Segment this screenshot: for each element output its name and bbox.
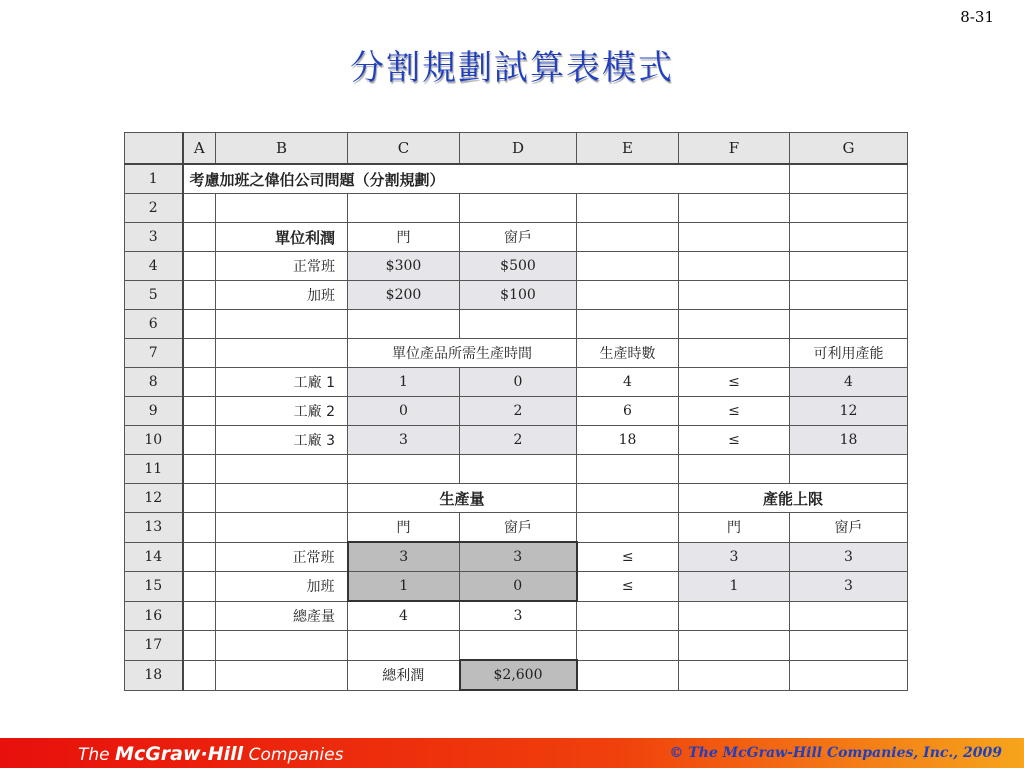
cell[interactable] xyxy=(183,194,216,223)
cell[interactable] xyxy=(183,601,216,631)
cell[interactable] xyxy=(183,368,216,397)
cell[interactable] xyxy=(216,631,348,661)
overtime-label[interactable]: 加班 xyxy=(216,572,348,602)
column-header-e[interactable]: E xyxy=(577,133,679,165)
row-header[interactable]: 9 xyxy=(125,397,183,426)
slide-title: 分割規劃試算表模式 xyxy=(350,48,674,88)
cell[interactable] xyxy=(790,252,908,281)
production-header[interactable]: 生產量 xyxy=(348,484,577,513)
hours-cell[interactable]: 0 xyxy=(460,368,577,397)
cell[interactable] xyxy=(577,601,679,631)
row-header[interactable]: 6 xyxy=(125,310,183,339)
spreadsheet xyxy=(124,132,908,691)
column-header-g[interactable]: G xyxy=(790,133,908,165)
logo-prefix: The xyxy=(78,745,116,765)
row-header[interactable]: 8 xyxy=(125,368,183,397)
hours-used-cell[interactable]: 4 xyxy=(577,368,679,397)
cell[interactable] xyxy=(348,455,460,484)
hours-used-cell[interactable]: 18 xyxy=(577,426,679,455)
row-header[interactable]: 17 xyxy=(125,631,183,661)
cell[interactable] xyxy=(679,194,790,223)
cell[interactable] xyxy=(577,484,679,513)
le-sign: ≤ xyxy=(679,368,790,397)
cell[interactable] xyxy=(790,194,908,223)
hours-available-cell[interactable]: 18 xyxy=(790,426,908,455)
row-header[interactable]: 15 xyxy=(125,572,183,602)
door-header[interactable]: 門 xyxy=(679,513,790,543)
hours-cell[interactable]: 2 xyxy=(460,397,577,426)
hours-cell[interactable]: 0 xyxy=(348,397,460,426)
window-header[interactable]: 窗戶 xyxy=(790,513,908,543)
regular-shift-label[interactable]: 正常班 xyxy=(216,542,348,572)
profit-cell[interactable]: $500 xyxy=(460,252,577,281)
row-header[interactable]: 3 xyxy=(125,223,183,252)
total-profit-cell[interactable]: $2,600 xyxy=(460,660,577,690)
select-all-corner[interactable] xyxy=(125,133,183,165)
logo-suffix: Companies xyxy=(243,745,344,765)
footer-bar xyxy=(0,738,1024,768)
cell[interactable] xyxy=(577,310,679,339)
production-cell[interactable]: 3 xyxy=(348,542,460,572)
cell[interactable] xyxy=(679,631,790,661)
row-header[interactable]: 1 xyxy=(125,164,183,194)
cell[interactable] xyxy=(790,631,908,661)
cell[interactable] xyxy=(679,660,790,690)
cell[interactable] xyxy=(216,194,348,223)
cell[interactable] xyxy=(577,194,679,223)
regular-shift-label[interactable]: 正常班 xyxy=(216,252,348,281)
row-header[interactable]: 5 xyxy=(125,281,183,310)
row-header[interactable]: 16 xyxy=(125,601,183,631)
row-header[interactable]: 18 xyxy=(125,660,183,690)
cell[interactable] xyxy=(348,310,460,339)
capacity-cell[interactable]: 3 xyxy=(790,542,908,572)
hours-available-cell[interactable]: 12 xyxy=(790,397,908,426)
cell[interactable] xyxy=(216,455,348,484)
column-header-f[interactable]: F xyxy=(679,133,790,165)
cell[interactable] xyxy=(183,426,216,455)
cell[interactable] xyxy=(790,164,908,194)
cell[interactable] xyxy=(183,310,216,339)
cell[interactable] xyxy=(790,660,908,690)
cell[interactable] xyxy=(183,631,216,661)
cell[interactable] xyxy=(577,660,679,690)
cell[interactable] xyxy=(216,310,348,339)
hours-used-cell[interactable]: 6 xyxy=(577,397,679,426)
hours-used-header[interactable]: 生產時數 xyxy=(577,339,679,368)
row-header[interactable]: 7 xyxy=(125,339,183,368)
le-sign: ≤ xyxy=(679,397,790,426)
cell[interactable] xyxy=(679,281,790,310)
window-header[interactable]: 窗戶 xyxy=(460,223,577,252)
cell[interactable] xyxy=(183,339,216,368)
slide-number: 8-31 xyxy=(960,8,994,26)
column-header-d[interactable]: D xyxy=(460,133,577,165)
cell[interactable] xyxy=(679,601,790,631)
cell[interactable] xyxy=(679,310,790,339)
profit-cell[interactable]: $100 xyxy=(460,281,577,310)
cell[interactable] xyxy=(577,513,679,543)
cell[interactable] xyxy=(460,194,577,223)
cell[interactable] xyxy=(679,455,790,484)
cell[interactable] xyxy=(577,281,679,310)
cell[interactable] xyxy=(183,455,216,484)
row-header[interactable]: 12 xyxy=(125,484,183,513)
cell[interactable] xyxy=(679,339,790,368)
cell[interactable] xyxy=(679,252,790,281)
cell[interactable] xyxy=(183,660,216,690)
cell[interactable] xyxy=(577,455,679,484)
cell[interactable] xyxy=(183,572,216,602)
cell[interactable] xyxy=(183,252,216,281)
row-header[interactable]: 11 xyxy=(125,455,183,484)
total-production-label[interactable]: 總產量 xyxy=(216,601,348,631)
total-profit-label[interactable]: 總利潤 xyxy=(348,660,460,690)
le-sign: ≤ xyxy=(577,542,679,572)
row-header[interactable]: 13 xyxy=(125,513,183,543)
row-header[interactable]: 4 xyxy=(125,252,183,281)
door-header[interactable]: 門 xyxy=(348,513,460,543)
cell[interactable] xyxy=(577,223,679,252)
window-header[interactable]: 窗戶 xyxy=(460,513,577,543)
hours-per-unit-header[interactable]: 單位產品所需生產時間 xyxy=(348,339,577,368)
logo-brand: McGraw·Hill xyxy=(115,743,244,765)
copyright-text: © The McGraw-Hill Companies, Inc., 2009 xyxy=(669,745,1002,761)
le-sign: ≤ xyxy=(577,572,679,602)
cell[interactable] xyxy=(183,542,216,572)
cell[interactable] xyxy=(216,660,348,690)
sheet-heading-cell[interactable]: 考慮加班之偉伯公司問題（分割規劃） xyxy=(183,164,790,194)
cell[interactable] xyxy=(348,631,460,661)
cell[interactable] xyxy=(790,281,908,310)
hours-cell[interactable]: 2 xyxy=(460,426,577,455)
production-cell[interactable]: 1 xyxy=(348,572,460,602)
capacity-cell[interactable]: 3 xyxy=(679,542,790,572)
cell[interactable] xyxy=(577,252,679,281)
cell[interactable] xyxy=(790,223,908,252)
cell[interactable] xyxy=(216,513,348,543)
hours-cell[interactable]: 1 xyxy=(348,368,460,397)
cell[interactable] xyxy=(790,455,908,484)
column-header-b[interactable]: B xyxy=(216,133,348,165)
cell[interactable] xyxy=(183,281,216,310)
cell[interactable] xyxy=(577,631,679,661)
production-cell[interactable]: 3 xyxy=(460,542,577,572)
cell[interactable] xyxy=(790,601,908,631)
row-header[interactable]: 10 xyxy=(125,426,183,455)
le-sign: ≤ xyxy=(679,426,790,455)
capacity-limit-header[interactable]: 產能上限 xyxy=(679,484,908,513)
cell[interactable] xyxy=(790,310,908,339)
row-header[interactable]: 14 xyxy=(125,542,183,572)
cell[interactable] xyxy=(679,223,790,252)
profit-cell[interactable]: $300 xyxy=(348,252,460,281)
hours-available-cell[interactable]: 4 xyxy=(790,368,908,397)
overtime-label[interactable]: 加班 xyxy=(216,281,348,310)
cell[interactable] xyxy=(183,223,216,252)
publisher-logo xyxy=(78,743,343,765)
plant-label[interactable]: 工廠 2 xyxy=(216,397,348,426)
unit-profit-label[interactable]: 單位利潤 xyxy=(216,223,348,252)
cell[interactable] xyxy=(348,194,460,223)
plant-label[interactable]: 工廠 1 xyxy=(216,368,348,397)
cell[interactable] xyxy=(183,397,216,426)
production-cell[interactable]: 0 xyxy=(460,572,577,602)
column-header-c[interactable]: C xyxy=(348,133,460,165)
cell[interactable] xyxy=(216,339,348,368)
plant-label[interactable]: 工廠 3 xyxy=(216,426,348,455)
cell[interactable] xyxy=(183,513,216,543)
column-header-a[interactable]: A xyxy=(183,133,216,165)
total-production-cell[interactable]: 4 xyxy=(348,601,460,631)
cell[interactable] xyxy=(460,310,577,339)
door-header[interactable]: 門 xyxy=(348,223,460,252)
total-production-cell[interactable]: 3 xyxy=(460,601,577,631)
hours-cell[interactable]: 3 xyxy=(348,426,460,455)
hours-available-header[interactable]: 可利用產能 xyxy=(790,339,908,368)
cell[interactable] xyxy=(183,484,216,513)
cell[interactable] xyxy=(460,455,577,484)
cell[interactable] xyxy=(216,484,348,513)
capacity-cell[interactable]: 1 xyxy=(679,572,790,602)
capacity-cell[interactable]: 3 xyxy=(790,572,908,602)
profit-cell[interactable]: $200 xyxy=(348,281,460,310)
cell[interactable] xyxy=(460,631,577,661)
row-header[interactable]: 2 xyxy=(125,194,183,223)
